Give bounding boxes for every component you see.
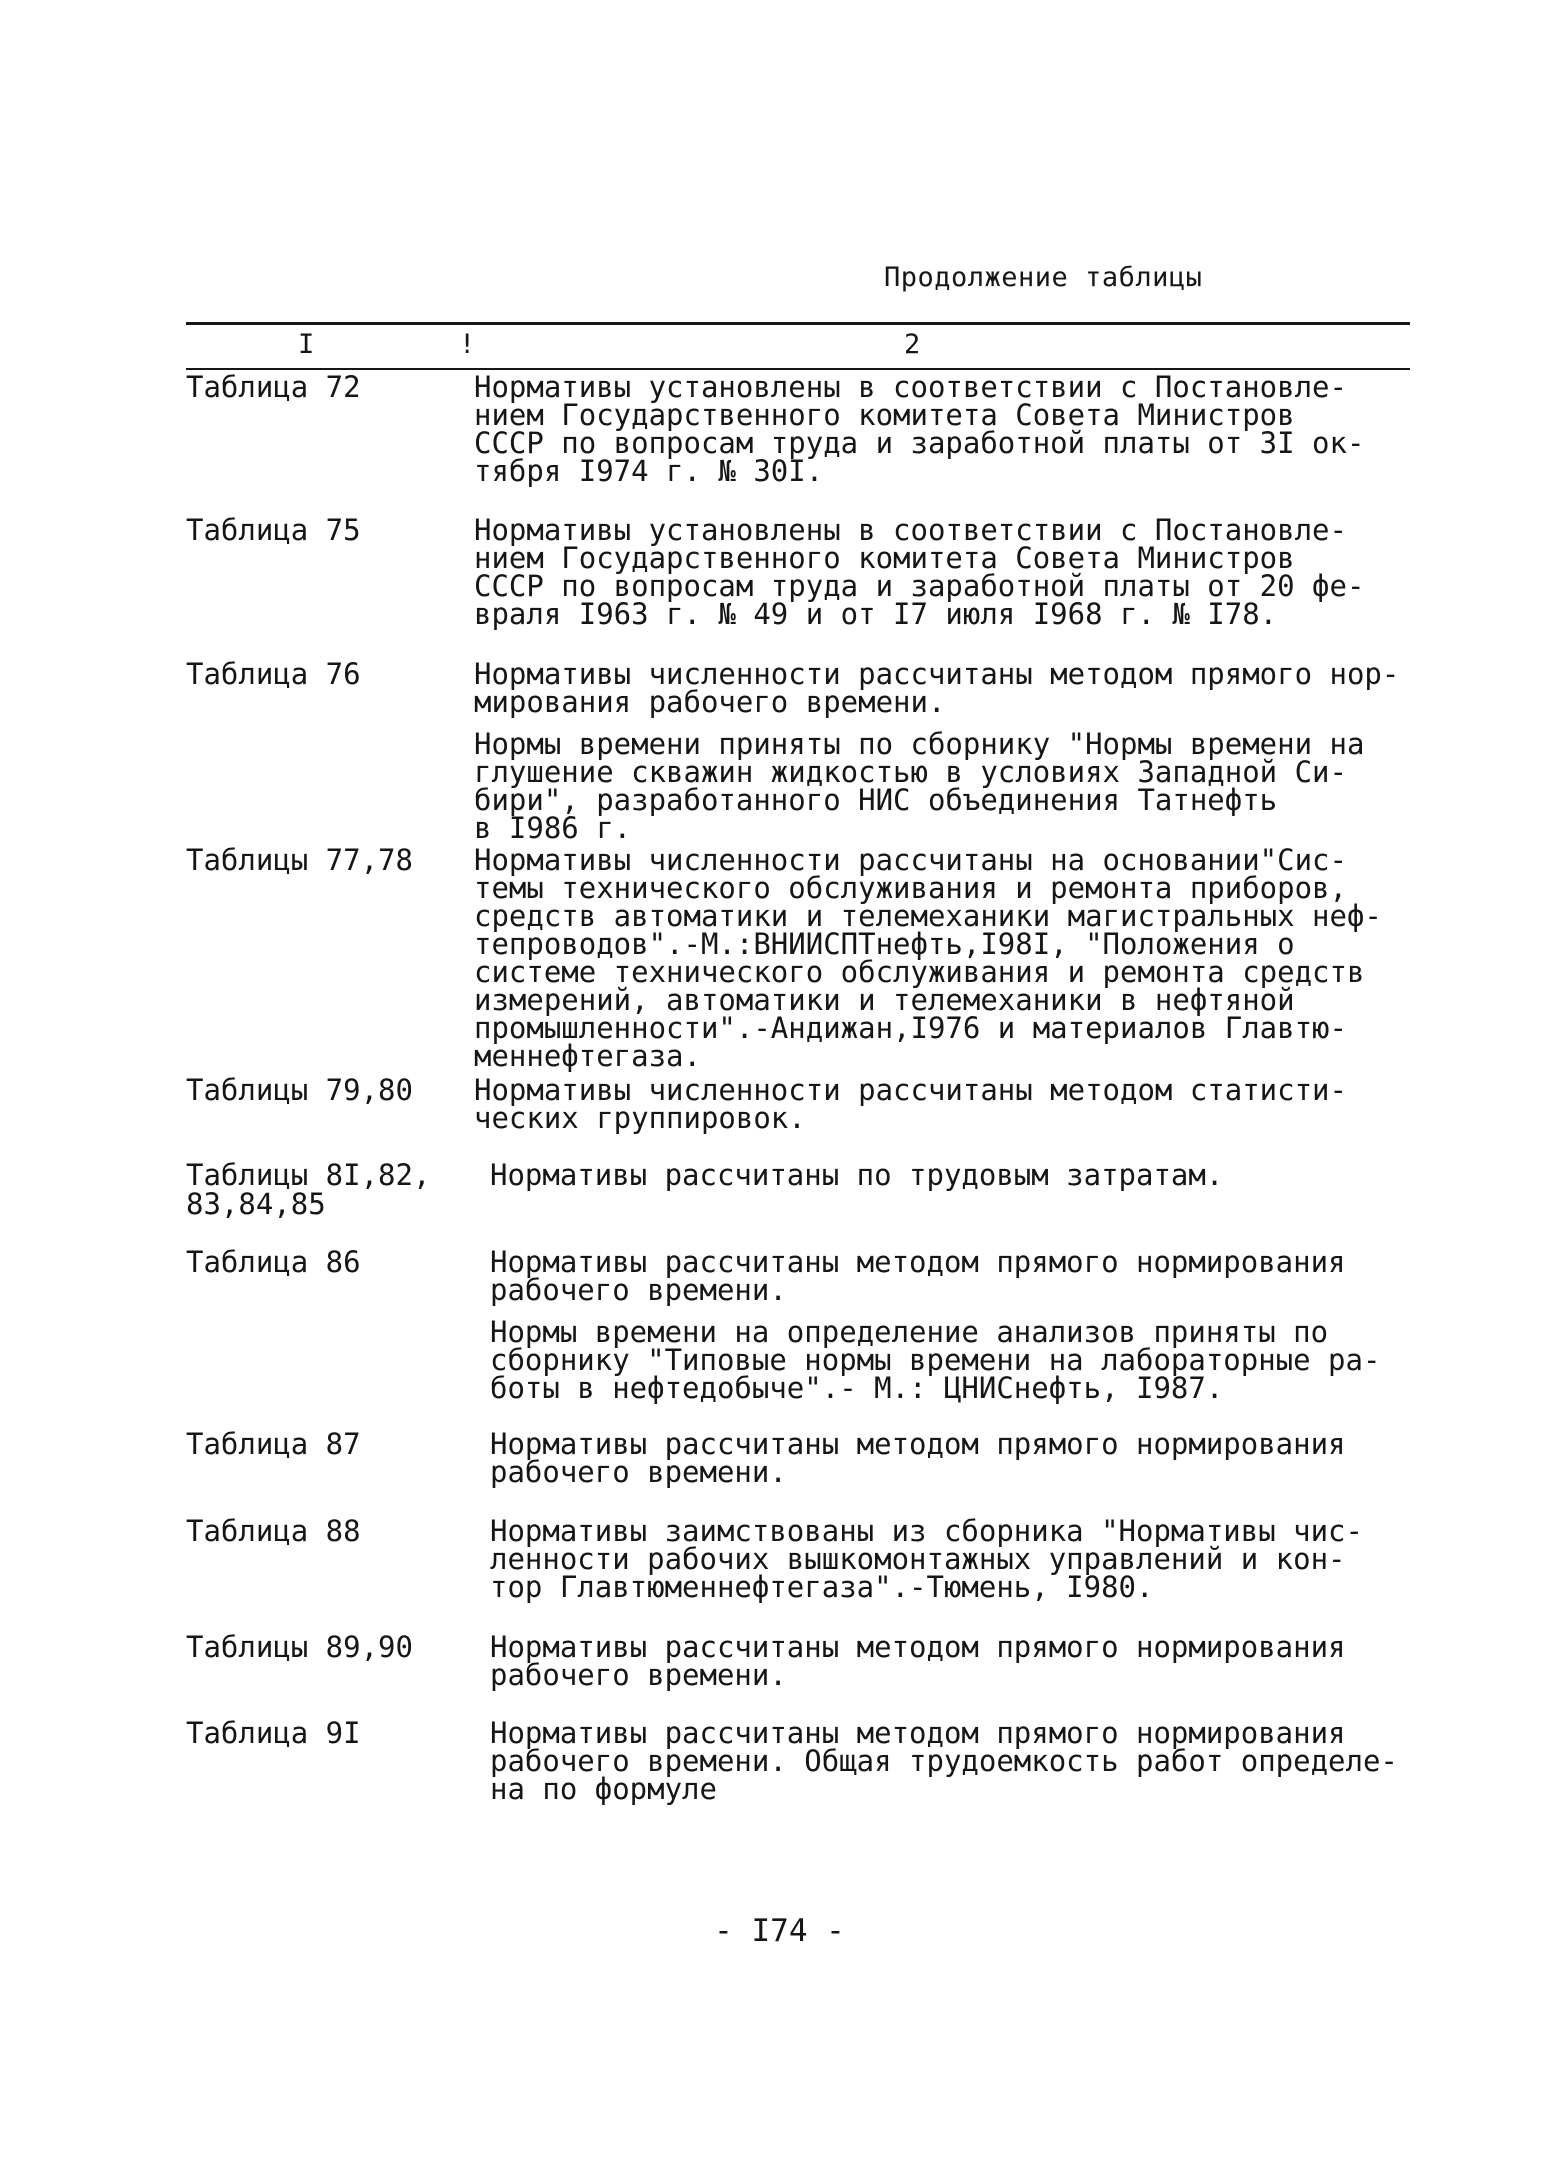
row-paragraph: Нормативы рассчитаны методом прямого нормирования рабочего времени. [490, 1245, 1346, 1307]
row-label: Таблица 76 [186, 657, 361, 691]
row-label: Таблицы 79,80 [186, 1073, 413, 1107]
row-description [474, 1073, 1414, 1146]
row-description [474, 843, 1414, 1084]
row-label: Таблицы 8I,82, 83,84,85 [186, 1158, 431, 1221]
row-description [490, 1630, 1430, 1703]
row-label: Таблица 86 [186, 1245, 361, 1279]
row-paragraph: Нормативы численности рассчитаны методом статисти- ческих группировок. [474, 1073, 1347, 1135]
row-description [490, 1427, 1430, 1500]
row-description [474, 513, 1414, 642]
row-paragraph: Нормативы рассчитаны методом прямого нормирования рабочего времени. [490, 1630, 1346, 1692]
row-description [490, 1514, 1430, 1615]
row-description [474, 657, 1414, 856]
row-label: Таблица 88 [186, 1514, 361, 1548]
table-top-rule [186, 322, 1410, 325]
row-label: Таблицы 77,78 [186, 843, 413, 877]
row-paragraph: Нормативы рассчитаны методом прямого нормирования рабочего времени. [490, 1427, 1346, 1489]
row-paragraph: Нормативы рассчитаны методом прямого нормирования рабочего времени. Общая трудоемкость работ определе- на по формуле [490, 1716, 1398, 1806]
row-paragraph: Нормативы рассчитаны по трудовым затратам. [490, 1158, 1224, 1192]
row-label: Таблица 87 [186, 1427, 361, 1461]
row-description [490, 1716, 1430, 1817]
row-paragraph: Нормы времени на определение анализов приняты по сборнику "Типовые нормы времени на лабораторные ра- боты в нефтедобыче".- М.: ЦНИСнефть, I987. [490, 1315, 1381, 1405]
page-number: - I74 - [714, 1913, 845, 1949]
row-paragraph: Нормативы установлены в соответствии с Постановле- нием Государственного комитета Совета Министров СССР по вопросам труда и заработной платы от 20 фе- враля I963 г. № 49 и от I7 июля I968 г. № I78. [474, 513, 1365, 631]
row-description [474, 370, 1414, 499]
row-paragraph: Нормативы численности рассчитаны на основании"Сис- темы технического обслуживания и ремонта приборов, средств автоматики и телемеханики магистральных неф- тепроводов".-М.:ВНИИСПТнефть,I98I, "Положения о системе технического обслуживания и ремонта средств измерений, автоматики и телемеханики в нефтяной промышленности".-Андижан,I976 и материалов Главтю- меннефтегаза. [474, 843, 1382, 1073]
row-paragraph: Нормы времени приняты по сборнику "Нормы времени на глушение скважин жидкостью в условиях Западной Си- бири", разработанного НИС объединения Татнефть в I986 г. [474, 727, 1365, 845]
row-paragraph: Нормативы заимствованы из сборника "Нормативы чис- ленности рабочих вышкомонтажных управлений и кон- тор Главтюменнефтегаза".-Тюмень, I980. [490, 1514, 1363, 1604]
column-header-2: 2 [904, 329, 921, 360]
row-description [490, 1158, 1430, 1203]
row-label: Таблица 75 [186, 513, 361, 547]
table-continuation-caption: Продолжение таблицы [884, 262, 1203, 293]
row-description [490, 1245, 1430, 1416]
column-separator: ! [459, 329, 476, 360]
column-header-1: I [298, 329, 315, 360]
row-paragraph: Нормативы установлены в соответствии с Постановле- нием Государственного комитета Совета Министров СССР по вопросам труда и заработной платы от 3I ок- тября I974 г. № 30I. [474, 370, 1365, 488]
row-paragraph: Нормативы численности рассчитаны методом прямого нор- мирования рабочего времени. [474, 657, 1400, 719]
row-label: Таблицы 89,90 [186, 1630, 413, 1664]
row-label: Таблица 72 [186, 370, 361, 404]
row-label: Таблица 9I [186, 1716, 361, 1750]
